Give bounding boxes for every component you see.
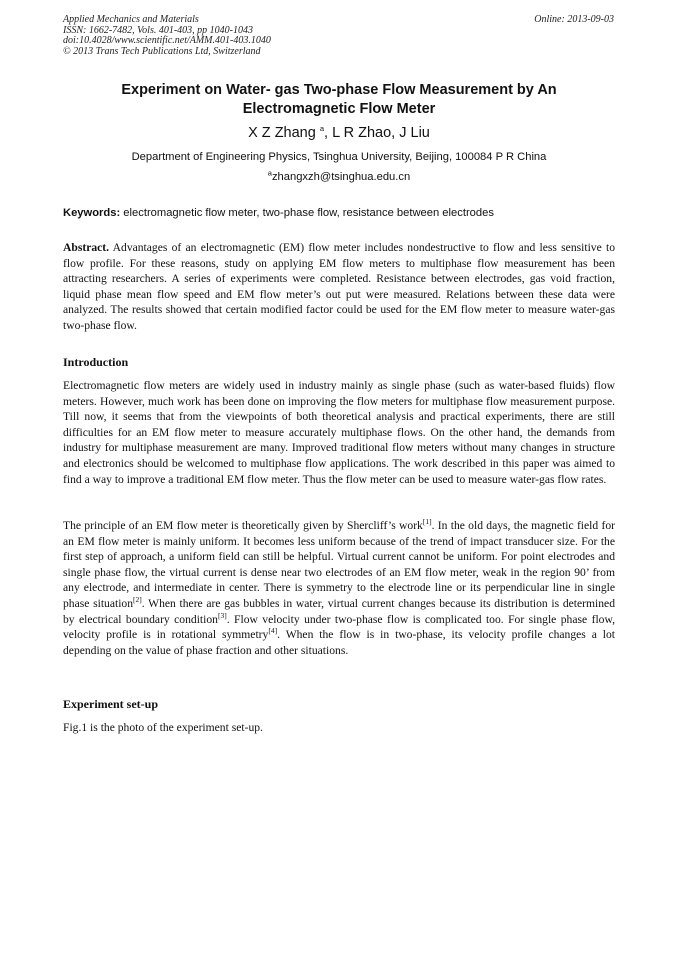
doi-line: doi:10.4028/www.scientific.net/AMM.401-403.1040 <box>63 35 271 46</box>
intro-p2-text-e: . When the flow is in two-phase, its velocity profile changes a lot depending on the value of phase fraction and other situations. <box>63 628 615 657</box>
paper-title: Experiment on Water- gas Two-phase Flow Measurement by An Electromagnetic Flow Meter <box>121 82 557 117</box>
experiment-text: Fig.1 is the photo of the experiment set-up. <box>63 721 263 734</box>
author-1: X Z Zhang <box>248 125 316 141</box>
intro-p2-text-d: . Flow velocity under two-phase flow is complicated too. For single phase flow, velocity profile is in rotational symmetry <box>63 612 615 642</box>
keywords-label: Keywords: <box>63 207 121 219</box>
email-mark: a <box>267 168 272 178</box>
email-address: zhangxzh@tsinghua.edu.cn <box>271 171 411 183</box>
affiliation: Department of Engineering Physics, Tsinghua University, Beijing, 100084 P R China <box>131 151 547 163</box>
abstract-label: Abstract. <box>63 241 110 254</box>
experiment-heading: Experiment set-up <box>63 697 158 711</box>
journal-header <box>63 15 271 57</box>
issn-line: ISSN: 1662-7482, Vols. 401-403, pp 1040-1043 <box>63 24 253 36</box>
journal-name: Applied Mechanics and Materials <box>63 14 199 25</box>
keywords <box>63 206 615 220</box>
citation-3: [3] <box>217 610 227 620</box>
abstract <box>63 240 615 334</box>
intro-p2-text-b: . In the old days, the magnetic field for an EM flow meter is mainly uniform. It becomes less uniform because of the trend of impact transducer size. For the first step of approach, a uniform field can still be helpful. Virtual current cannot be uniform. For point electrodes and single phase flow, the virtual current is dense near two electrodes of an EM flow meter, weak in the region 90’ from any electrode, and intermediate in center. There is symmetry to the electrode line or its perpendicular line in single phase situation <box>63 519 615 610</box>
keywords-text: electromagnetic flow meter, two-phase flow, resistance between electrodes <box>120 207 494 219</box>
author-1-mark: a <box>319 124 325 134</box>
citation-4: [4] <box>268 626 278 636</box>
introduction-heading: Introduction <box>63 355 129 369</box>
email-line <box>63 170 615 184</box>
introduction-paragraph-1: Electromagnetic flow meters are widely used in industry mainly as single phase (such as water-based fluids) flow meters. However, much work has been done on improving the flow meters for multiphase flow measurement purpose. Till now, it seems that from the viewpoints of both theoretical analysis and practical experiments, there are still difficulties for an EM flow meter to measure accurately multiphase flows. On the other hand, the demands from industry for multiphase measurement are many. Improved traditional flow meters without many changes in structure and electronics should be welcomed to multiphase flow applications. The work described in this paper was aimed to find a way to improve a traditional EM flow meter. Thus the flow meter can be used to measure water-gas flow rates. <box>63 379 615 486</box>
abstract-text: Advantages of an electromagnetic (EM) flow meter includes nondestructive to flow and less sensitive to flow profile. For these reasons, study on applying EM flow meters to multiphase flow measurement has been attracting researchers. A series of experiments were completed. Resistance between electrodes, gas void fraction, liquid phase mean flow speed and EM flow meter’s out put were measured. Relations between these data were analyzed. The results showed that certain modified factor could be used for the EM flow meter to measure water-gas two-phase flow. <box>63 241 615 332</box>
online-date: Online: 2013-09-03 <box>534 14 614 25</box>
citation-1: [1] <box>422 517 432 527</box>
other-authors: , L R Zhao, J Liu <box>324 125 430 141</box>
author-line <box>63 124 615 142</box>
copyright-line: © 2013 Trans Tech Publications Ltd, Switzerland <box>63 45 261 57</box>
intro-p2-text-c: . When there are gas bubbles in water, virtual current changes because its distribution is determined by electrical boundary condition <box>63 596 616 626</box>
introduction-paragraph-2 <box>63 518 615 658</box>
intro-p2-text-a: The principle of an EM flow meter is theoretically given by Shercliff’s work <box>63 519 423 532</box>
citation-2: [2] <box>133 595 142 605</box>
